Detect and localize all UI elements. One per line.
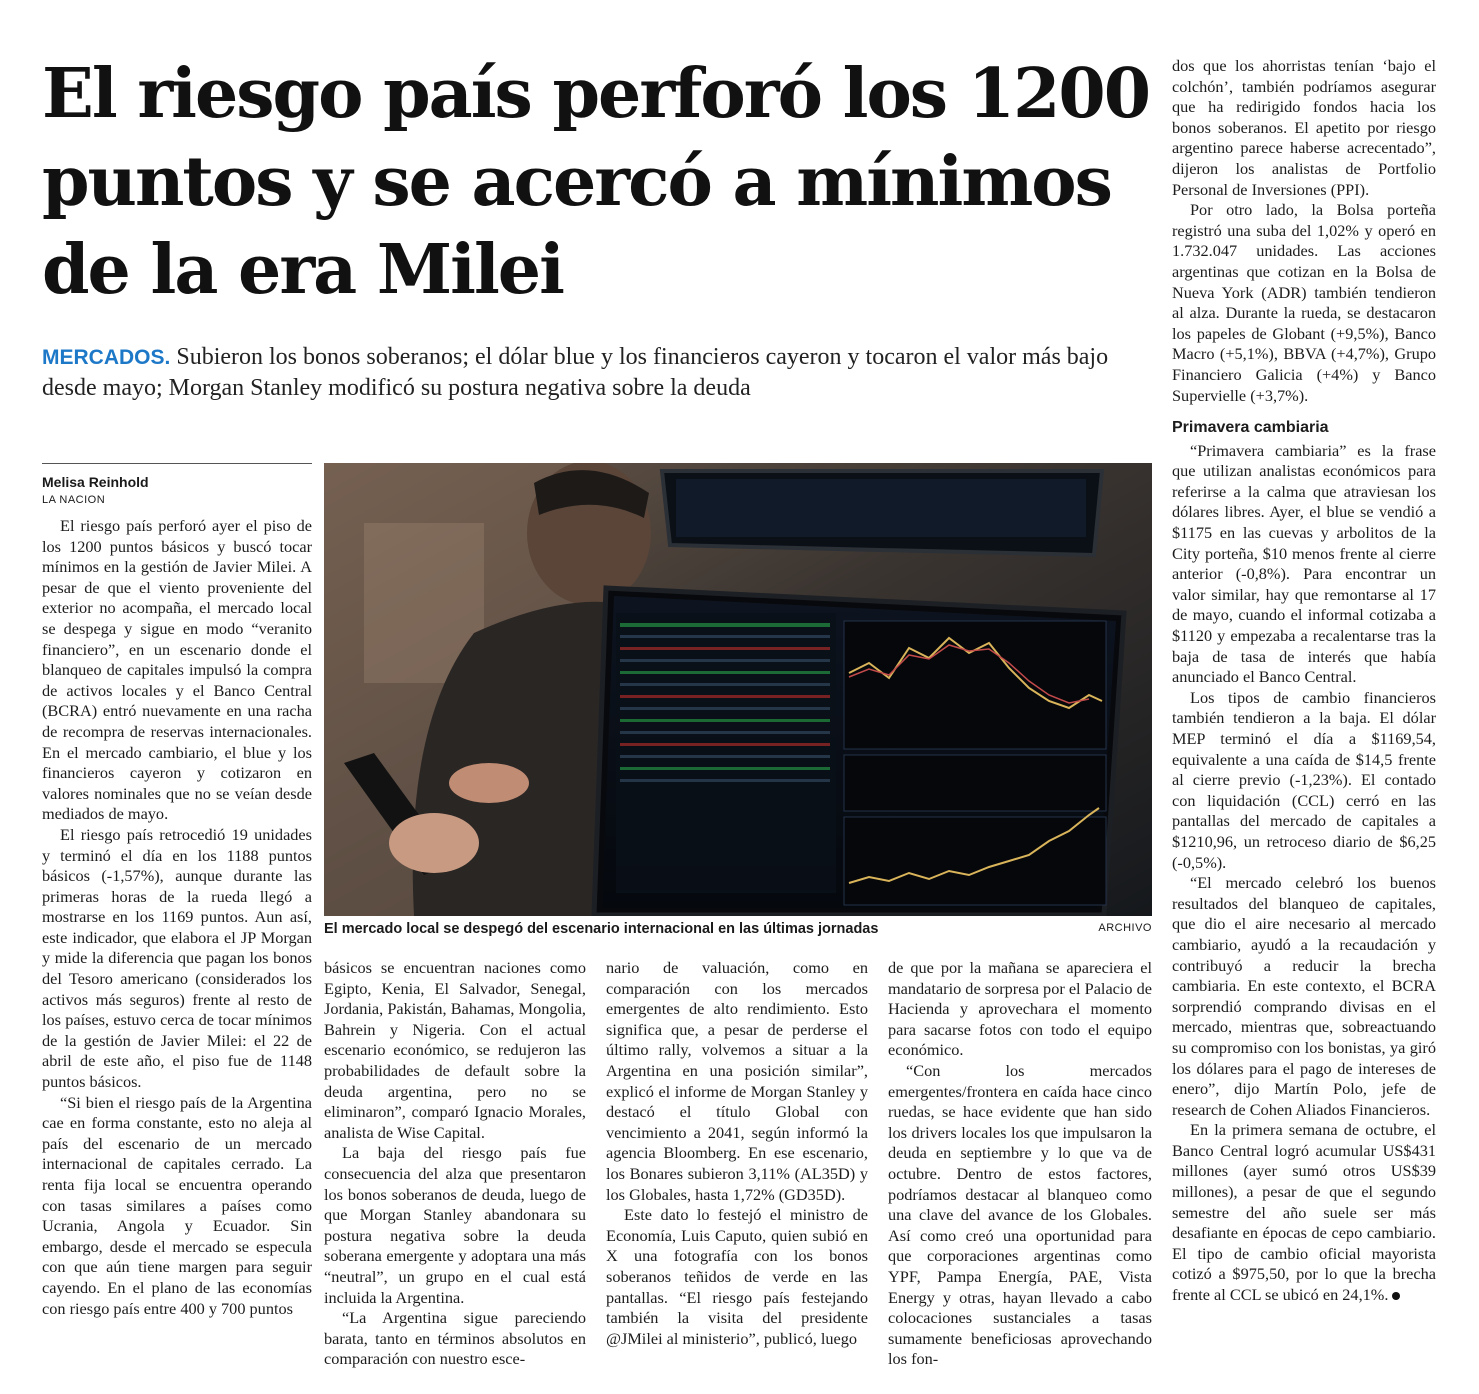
byline-outlet: LA NACION [42,494,106,506]
end-of-article-bullet [1392,1292,1400,1300]
paragraph: “Con los mercados emergentes/frontera en caída hace cinco ruedas, se hace evidente que han sido los drivers locales los que impulsaron la deuda en septiembre y lo que va de octubre. Dentro de estos factores, podríamos destacar al blanqueo como una clave del avance de los Globales. Así como creó una oportunidad para que corporaciones argentinas como YPF, Pampa Energía, PAE, Vista Energy y otras, hayan llevado a cabo colocaciones sustanciales a tasas sumamente beneficiosas aprovechando los fon- [888,1060,1152,1369]
paragraph: “Primavera cambiaria” es la frase que utilizan analistas económicos para referirse a la calma que atraviesan los dólares libres. Ayer, el blue se vendió a $1175 en las cuevas y arbolitos de la City porteña, $10 menos frente al cierre anterior (-0,8%). Para encontrar un valor similar, hay que remontarse al 17 de mayo, cuando el informal cotizaba a $1120 y empezaba a recalentarse tras la baja de tasa de interés que había anunciado el Banco Central. [1172,440,1436,687]
photo-credit: ARCHIVO [1098,922,1152,934]
divider [42,463,312,464]
subhead [42,342,1152,404]
paragraph: dos que los ahorristas tenían ‘bajo el colchón’, también podríamos asegurar que ha redirigido fondos hacia los bonos soberanos. El apetito por riesgo argentino parece haberse acrecentado”, dijeron los analistas de Portfolio Personal de Inversiones (PPI). [1172,56,1436,199]
section-kicker: MERCADOS. [42,346,171,369]
paragraph: Por otro lado, la Bolsa porteña registró una suba del 1,02% y operó en 1.732.047 unidades. Las acciones argentinas que cotizan en la Bolsa de Nueva York (ADR) también tendieron al alza. Durante la rueda, se destacaron los papeles de Globant (+9,5%), Banco Macro (+5,1%), BBVA (+4,7%), Grupo Financiero Galicia (+4%) y Banco Supervielle (+3,7%). [1172,200,1436,405]
column-4 [888,958,1152,1370]
column-1 [42,516,312,1319]
paragraph: La baja del riesgo país fue consecuencia del alza que presentaron los bonos soberanos de deuda, luego de que Morgan Stanley abandonara su postura negativa sobre la deuda soberana emergente y adoptara una más “neutral”, un grupo en el cual está incluida la Argentina. [324,1143,586,1307]
paragraph: El riesgo país retrocedió 19 unidades y terminó el día en los 1188 puntos básicos (-1,57%), aunque durante las primeras horas de la rueda llegó a mostrarse en los 1169 puntos. Aun así, este indicador, que elabora el JP Morgan y mide la diferencia que pagan los bonos del Tesoro americano (considerados los activos más seguros) frente al resto de los países, estuvo cerca de tocar mínimos de la gestión de Javier Milei: el 22 de abril de este año, el piso fue de 1148 puntos básicos. [42,824,312,1092]
paragraph: Los tipos de cambio financieros también tendieron a la baja. El dólar MEP terminó el día a $1169,54, equivalente a una caída de $14,5 frente al cierre previo (-1,23%). El contado con liquidación (CCL) cerró en las pantallas del mercado de capitales a $1210,96, un retroceso diario de $6,25 (-0,5%). [1172,687,1436,872]
paragraph-text: En la primera semana de octubre, el Banco Central logró acumular US$431 millones (ayer sumó otros US$39 millones), a pesar de que el segundo semestre del año suele ser más desafiante en épocas de cepo cambiario. El tipo de cambio oficial mayorista cotizó a $975,50, por lo que la brecha frente al CCL se ubicó en 24,1%. [1172,1120,1436,1305]
byline-author: Melisa Reinhold [42,474,149,490]
trading-desk-photo [324,463,1152,916]
paragraph: El riesgo país perforó ayer el piso de los 1200 puntos básicos y buscó tocar mínimos en la gestión de Javier Milei. A pesar de que el viento proveniente del exterior no acompaña, el mercado local se despega y sigue en modo “veranito financiero”, en un escenario donde el blanqueo de capitales impulsó la compra de activos locales y el Banco Central (BCRA) entró nuevamente en una racha de recompra de reservas internacionales. En el mercado cambiario, el blue y los financieros cayeron y cotizaron en valores nominales que no se veían desde mediados de mayo. [42,516,312,824]
paragraph: Este dato lo festejó el ministro de Economía, Luis Caputo, quien subió en X una fotografía con los bonos soberanos teñidos de verde en las pantallas. “El riesgo país festejando también la visita del presidente @JMilei al ministerio”, publicó, luego [606,1205,868,1348]
paragraph: de que por la mañana se apareciera el mandatario de sorpresa por el Palacio de Hacienda y aprovechara el momento para sacarse fotos con todo el equipo económico. [888,958,1153,1060]
photo-caption: El mercado local se despegó del escenario internacional en las últimas jornadas [324,921,879,937]
subhead-text: Subieron los bonos soberanos; el dólar blue y los financieros cayeron y tocaron el valor más bajo desde mayo; Morgan Stanley modificó su postura negativa sobre la deuda [42,344,1109,401]
paragraph: nario de valuación, como en comparación con los mercados emergentes de alto rendimiento. Esto significa que, a pesar de perderse el último rally, volvemos a situar a la Argentina en una posición similar”, explicó el informe de Morgan Stanley y destacó el título Global con vencimiento a 2041, según informó la agencia Bloomberg. En ese escenario, los Bonares subieron 3,11% (AL35D) y los Globales, hasta 1,72% (GD35D). [606,958,868,1204]
paragraph: básicos se encuentran naciones como Egipto, Kenia, El Salvador, Senegal, Jordania, Pakistán, Bahamas, Mongolia, Bahrein y Nigeria. Con el actual escenario económico, se redujeron las probabilidades de default sobre la deuda argentina, pero no se eliminaron”, comparó Ignacio Morales, analista de Wise Capital. [324,958,586,1142]
column-5 [1172,56,1436,1306]
paragraph [1172,1120,1436,1305]
section-subheading: Primavera cambiaria [1172,419,1329,437]
paragraph: “La Argentina sigue pareciendo barata, tanto en términos absolutos en comparación con nuestro esce- [324,1308,586,1369]
paragraph: “Si bien el riesgo país de la Argentina cae en forma constante, esto no aleja al país del escenario de un mercado internacional de capitales cerrado. La renta fija local se encuentra operando con tasas similares a países como Ucrania, Angola y Ecuador. Sin embargo, desde el mercado se especula con que aún tiene margen para seguir cayendo. En el plano de las economías con riesgo país entre 400 y 700 puntos [42,1092,312,1318]
column-3 [606,958,868,1349]
column-2 [324,958,586,1370]
paragraph: “El mercado celebró los buenos resultados del blanqueo de capitales, que dio el aire necesario al mercado cambiario, ayudó a la recaudación y contribuyó a reducir la brecha cambiaria. En este contexto, el BCRA sorprendió comprando divisas en el mercado, mientras que, sobreactuando su compromiso con los bonistas, ya giró los dólares para el pago de intereses de enero”, dijo Martín Polo, jefe de research de Cohen Aliados Financieros. [1172,873,1436,1119]
article-photo [324,463,1152,916]
headline: El riesgo país perforó los 1200 puntos y se acercó a mínimos de la era Milei [42,54,1150,310]
